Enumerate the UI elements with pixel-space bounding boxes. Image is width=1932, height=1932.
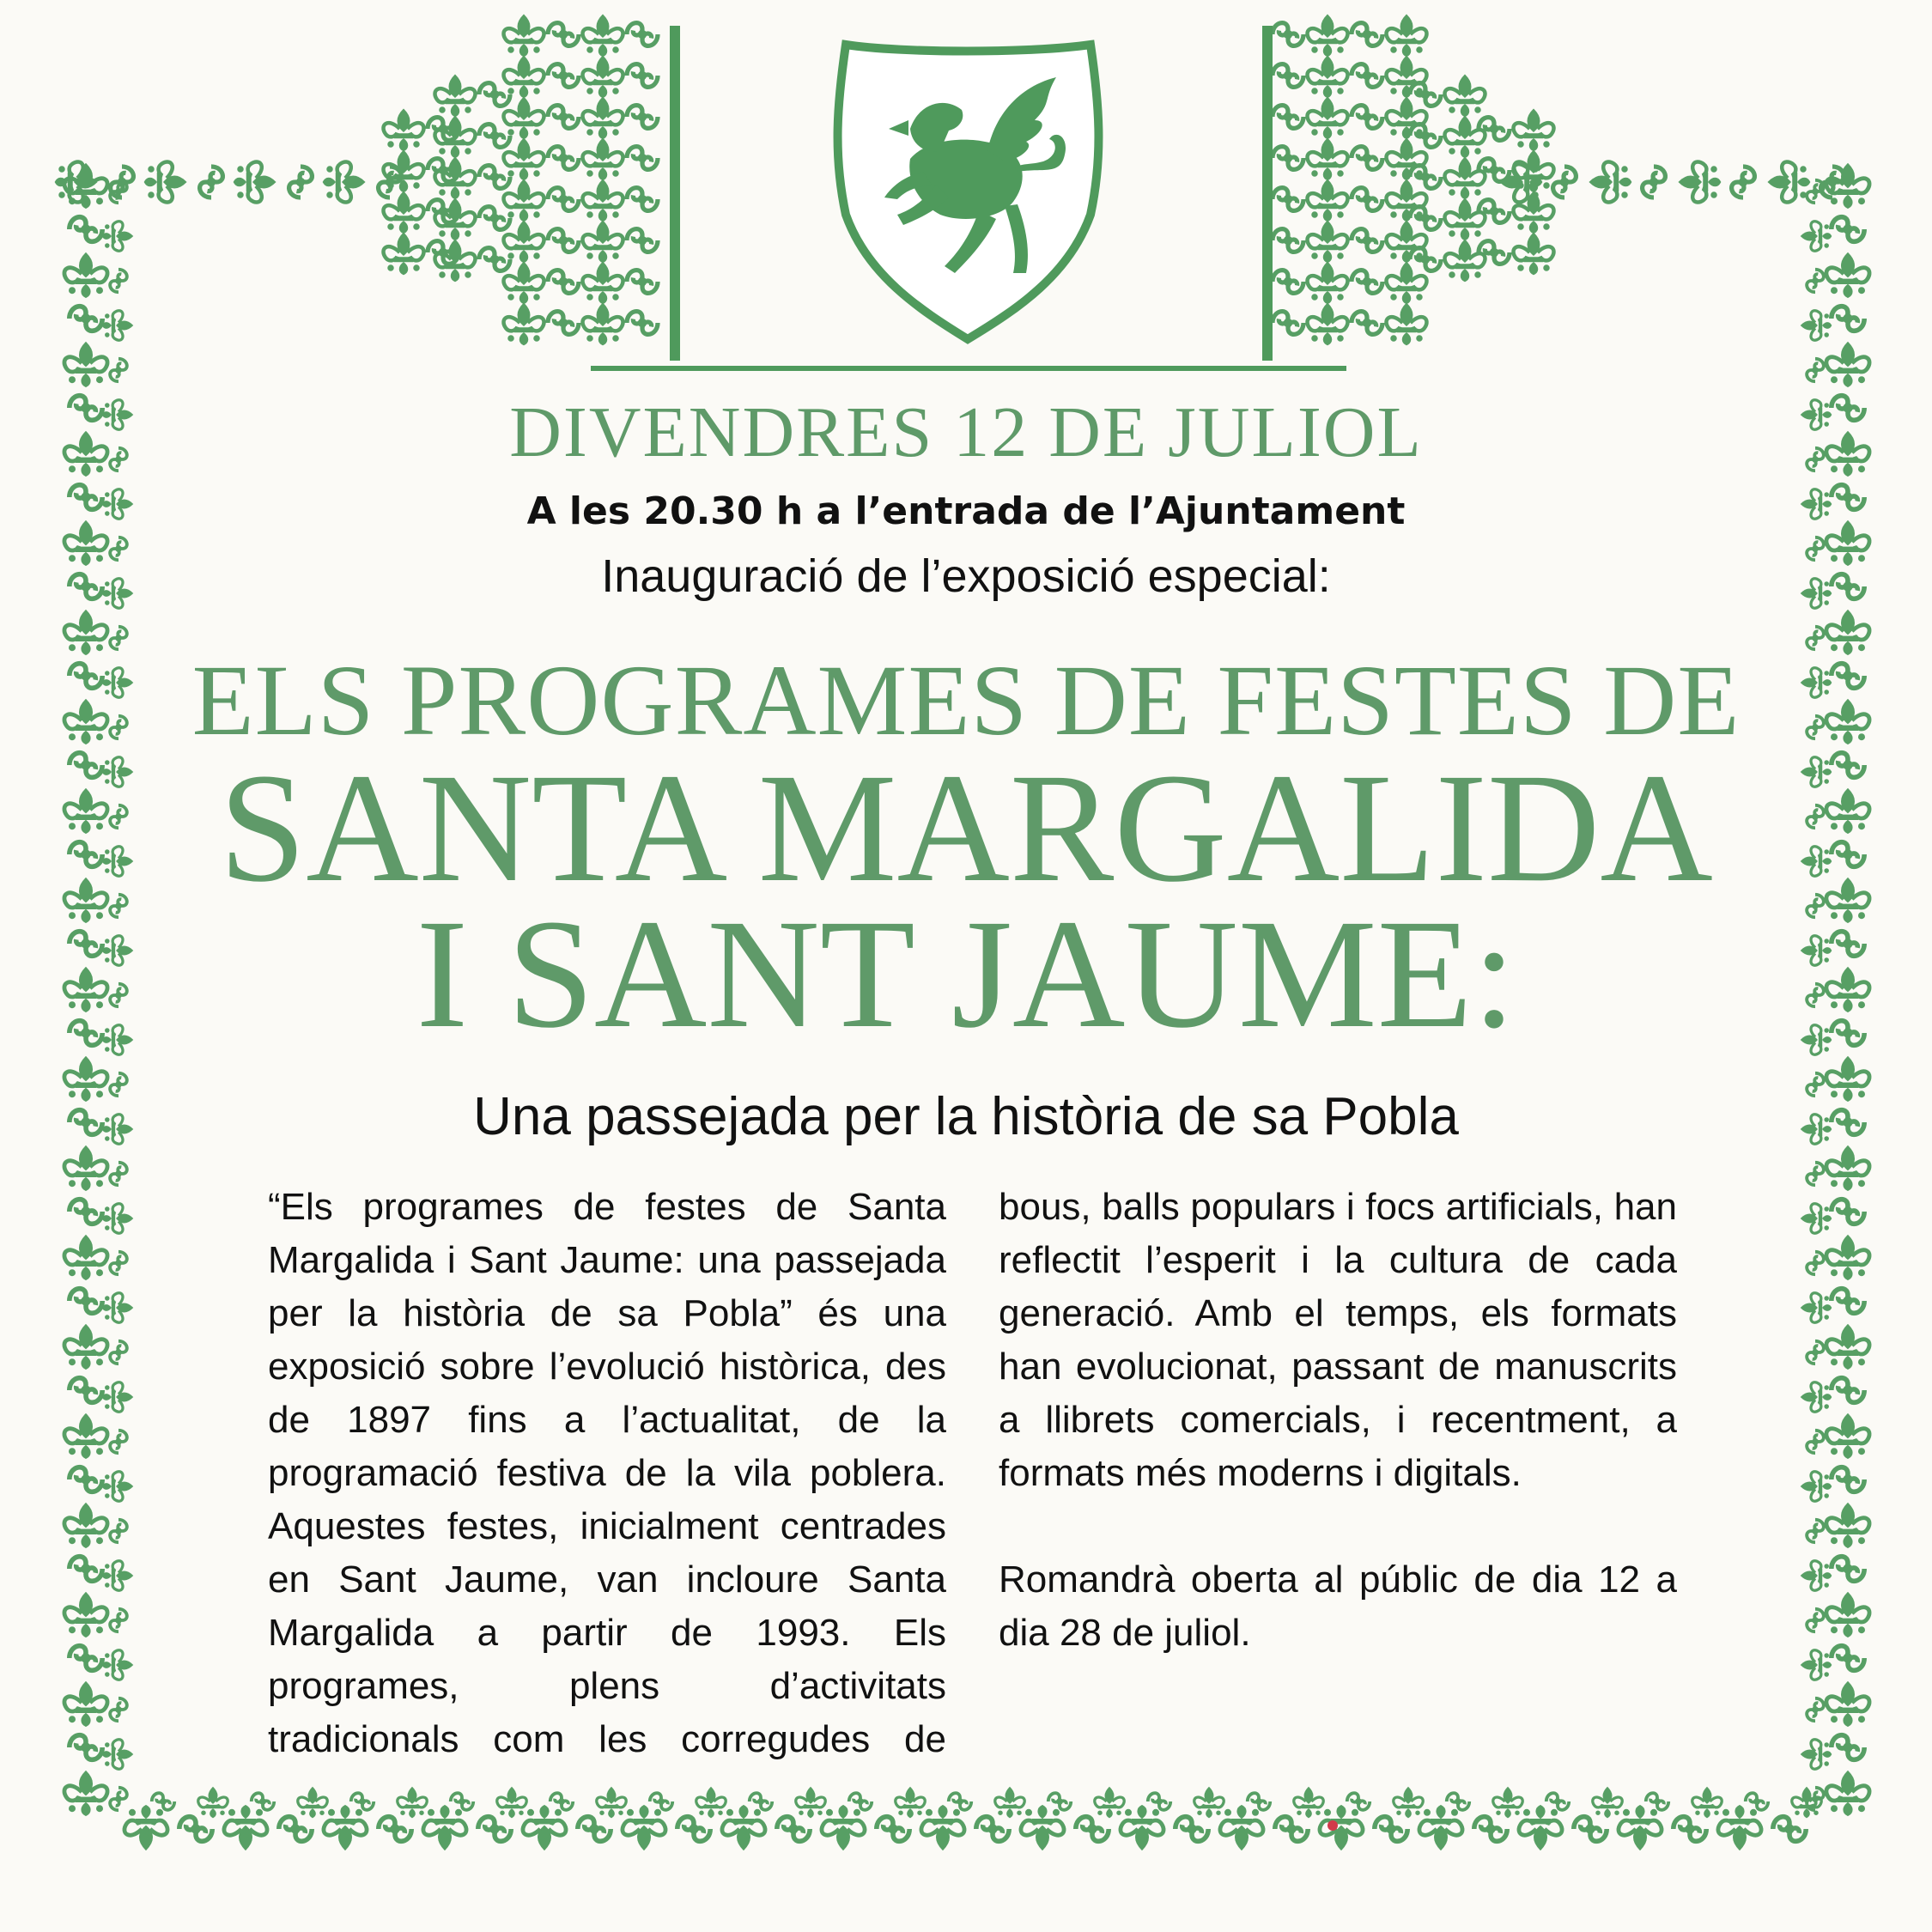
scroll-ornament-icon bbox=[1352, 106, 1382, 129]
scroll-ornament-icon bbox=[1574, 1817, 1607, 1842]
fleur-de-lis-icon bbox=[64, 1593, 107, 1637]
fleur-de-lis-icon bbox=[125, 1806, 167, 1850]
fleur-de-lis-icon bbox=[582, 15, 623, 57]
fleur-de-lis-icon bbox=[503, 139, 544, 180]
fleur-de-lis-icon bbox=[722, 1806, 765, 1850]
title-line-3: I SANT JAUME: bbox=[416, 888, 1516, 1060]
scroll-ornament-icon bbox=[110, 1252, 127, 1274]
scroll-ornament-icon bbox=[1553, 167, 1577, 197]
fleur-de-lis-icon bbox=[623, 1806, 665, 1850]
fleur-de-lis-icon bbox=[383, 151, 423, 192]
fleur-de-lis-icon bbox=[64, 253, 107, 297]
fleur-de-lis-icon bbox=[224, 1806, 267, 1850]
fleur-de-lis-icon bbox=[1021, 1806, 1064, 1850]
scroll-ornament-icon bbox=[1347, 1793, 1370, 1810]
fleur-de-lis-icon bbox=[1692, 1788, 1722, 1818]
fleur-de-lis-icon bbox=[434, 76, 475, 117]
scroll-ornament-icon bbox=[110, 359, 127, 381]
fleur-de-lis-icon bbox=[1307, 15, 1347, 57]
scroll-ornament-icon bbox=[627, 229, 658, 252]
fleur-de-lis-icon bbox=[1307, 263, 1347, 304]
fleur-de-lis-icon bbox=[102, 1293, 132, 1322]
fleur-de-lis-icon bbox=[582, 304, 623, 345]
scroll-ornament-icon bbox=[1807, 1698, 1824, 1721]
header-rule bbox=[591, 366, 1346, 371]
fleur-de-lis-icon bbox=[1095, 1788, 1124, 1818]
fleur-de-lis-icon bbox=[1826, 1414, 1869, 1458]
scroll-ornament-icon bbox=[1375, 1817, 1407, 1842]
event-time-place: A les 20.30 h a l’entrada de l’Ajuntament bbox=[526, 489, 1406, 533]
fleur-de-lis-icon bbox=[1826, 1771, 1869, 1815]
fleur-de-lis-icon bbox=[1307, 304, 1347, 345]
scroll-ornament-icon bbox=[152, 1793, 174, 1810]
fleur-de-lis-icon bbox=[198, 1788, 228, 1818]
opening-dates: Romandrà oberta al públic de dia 12 a dia 28 de juliol. bbox=[999, 1558, 1677, 1654]
fleur-de-lis-icon bbox=[822, 1806, 865, 1850]
fleur-de-lis-icon bbox=[1826, 1504, 1869, 1547]
fleur-de-lis-icon bbox=[1826, 343, 1869, 386]
fleur-de-lis-icon bbox=[1826, 1236, 1869, 1279]
scroll-ornament-icon bbox=[1410, 166, 1441, 189]
fleur-de-lis-icon bbox=[1801, 1204, 1832, 1233]
fleur-de-lis-icon bbox=[1386, 57, 1426, 98]
fleur-de-lis-icon bbox=[102, 311, 132, 340]
scroll-ornament-icon bbox=[279, 1817, 312, 1842]
scroll-ornament-icon bbox=[200, 167, 223, 197]
scroll-ornament-icon bbox=[1832, 1289, 1864, 1314]
scroll-ornament-icon bbox=[1273, 23, 1303, 46]
scroll-ornament-icon bbox=[1352, 23, 1382, 46]
scroll-ornament-icon bbox=[70, 1557, 102, 1582]
scroll-ornament-icon bbox=[1832, 217, 1864, 242]
fleur-de-lis-icon bbox=[324, 161, 365, 202]
fleur-de-lis-icon bbox=[1801, 1650, 1832, 1680]
divider-bar-right bbox=[1262, 26, 1273, 361]
scroll-ornament-icon bbox=[1273, 188, 1303, 211]
scroll-ornament-icon bbox=[70, 217, 102, 242]
fleur-de-lis-icon bbox=[1121, 1806, 1163, 1850]
scroll-ornament-icon bbox=[1832, 1200, 1864, 1224]
fleur-de-lis-icon bbox=[64, 1236, 107, 1279]
scroll-ornament-icon bbox=[1807, 1609, 1824, 1631]
scroll-ornament-icon bbox=[110, 1609, 127, 1631]
fleur-de-lis-icon bbox=[1220, 1806, 1263, 1850]
fleur-de-lis-icon bbox=[582, 57, 623, 98]
fleur-de-lis-icon bbox=[1619, 1806, 1662, 1850]
scroll-ornament-icon bbox=[877, 1817, 909, 1842]
scroll-ornament-icon bbox=[479, 207, 510, 230]
scroll-ornament-icon bbox=[478, 1817, 511, 1842]
scroll-ornament-icon bbox=[677, 1817, 710, 1842]
scroll-ornament-icon bbox=[479, 248, 510, 271]
scroll-ornament-icon bbox=[1807, 1163, 1824, 1185]
fleur-de-lis-icon bbox=[64, 1504, 107, 1547]
scroll-ornament-icon bbox=[70, 1200, 102, 1224]
scroll-ornament-icon bbox=[1807, 1520, 1824, 1542]
fleur-de-lis-icon bbox=[234, 161, 276, 202]
fleur-de-lis-icon bbox=[582, 263, 623, 304]
scroll-ornament-icon bbox=[750, 1793, 772, 1810]
fleur-de-lis-icon bbox=[497, 1788, 526, 1818]
scroll-ornament-icon bbox=[252, 1793, 274, 1810]
fleur-de-lis-icon bbox=[1493, 1788, 1522, 1818]
fleur-de-lis-icon bbox=[64, 1325, 107, 1369]
scroll-ornament-icon bbox=[550, 1793, 573, 1810]
scroll-ornament-icon bbox=[548, 188, 579, 211]
scroll-ornament-icon bbox=[1732, 167, 1755, 197]
scroll-ornament-icon bbox=[289, 167, 313, 197]
scroll-ornament-icon bbox=[70, 1735, 102, 1760]
scroll-ornament-icon bbox=[1273, 312, 1303, 335]
fleur-de-lis-icon bbox=[1680, 161, 1721, 202]
fleur-de-lis-icon bbox=[582, 180, 623, 222]
scroll-ornament-icon bbox=[110, 1698, 127, 1721]
scroll-ornament-icon bbox=[1832, 1378, 1864, 1403]
fleur-de-lis-icon bbox=[383, 234, 423, 275]
scroll-ornament-icon bbox=[70, 1289, 102, 1314]
scroll-ornament-icon bbox=[1832, 307, 1864, 331]
fleur-de-lis-icon bbox=[1590, 161, 1631, 202]
scroll-ornament-icon bbox=[70, 307, 102, 331]
scroll-ornament-icon bbox=[976, 1817, 1009, 1842]
fleur-de-lis-icon bbox=[102, 1740, 132, 1769]
fleur-de-lis-icon bbox=[324, 1806, 367, 1850]
fleur-de-lis-icon bbox=[696, 1788, 726, 1818]
scroll-ornament-icon bbox=[70, 1378, 102, 1403]
scroll-ornament-icon bbox=[110, 1788, 127, 1810]
scroll-ornament-icon bbox=[1674, 1817, 1706, 1842]
fleur-de-lis-icon bbox=[298, 1788, 327, 1818]
fleur-de-lis-icon bbox=[503, 15, 544, 57]
scroll-ornament-icon bbox=[548, 106, 579, 129]
scroll-ornament-icon bbox=[479, 83, 510, 106]
scroll-ornament-icon bbox=[70, 1467, 102, 1492]
fleur-de-lis-icon bbox=[1826, 1682, 1869, 1726]
fleur-de-lis-icon bbox=[1386, 139, 1426, 180]
scroll-ornament-icon bbox=[110, 1163, 127, 1185]
fleur-de-lis-icon bbox=[503, 222, 544, 263]
ink-spot bbox=[1327, 1820, 1338, 1831]
scroll-ornament-icon bbox=[1248, 1793, 1270, 1810]
scroll-ornament-icon bbox=[1352, 64, 1382, 88]
scroll-ornament-icon bbox=[1273, 229, 1303, 252]
fleur-de-lis-icon bbox=[1394, 1788, 1423, 1818]
fleur-de-lis-icon bbox=[102, 1650, 132, 1680]
fleur-de-lis-icon bbox=[1826, 253, 1869, 297]
fleur-de-lis-icon bbox=[1386, 304, 1426, 345]
scroll-ornament-icon bbox=[777, 1817, 810, 1842]
scroll-ornament-icon bbox=[351, 1793, 374, 1810]
scroll-ornament-icon bbox=[110, 270, 127, 292]
fleur-de-lis-icon bbox=[1386, 180, 1426, 222]
scroll-ornament-icon bbox=[1643, 167, 1666, 197]
scroll-ornament-icon bbox=[1076, 1817, 1109, 1842]
scroll-ornament-icon bbox=[650, 1793, 672, 1810]
scroll-ornament-icon bbox=[1807, 270, 1824, 292]
scroll-ornament-icon bbox=[110, 1520, 127, 1542]
scroll-ornament-icon bbox=[1807, 1252, 1824, 1274]
scroll-ornament-icon bbox=[1352, 229, 1382, 252]
fleur-de-lis-icon bbox=[383, 110, 423, 151]
scroll-ornament-icon bbox=[548, 229, 579, 252]
fleur-de-lis-icon bbox=[1194, 1788, 1224, 1818]
scroll-ornament-icon bbox=[1832, 1467, 1864, 1492]
scroll-ornament-icon bbox=[1048, 1793, 1071, 1810]
scroll-ornament-icon bbox=[1832, 1557, 1864, 1582]
event-intro: Inauguració de l’exposició especial: bbox=[601, 550, 1331, 602]
fleur-de-lis-icon bbox=[1801, 311, 1832, 340]
fleur-de-lis-icon bbox=[1307, 57, 1347, 98]
fleur-de-lis-icon bbox=[995, 1788, 1024, 1818]
scroll-ornament-icon bbox=[1410, 125, 1441, 148]
scroll-ornament-icon bbox=[949, 1793, 971, 1810]
scroll-ornament-icon bbox=[627, 23, 658, 46]
fleur-de-lis-icon bbox=[64, 1146, 107, 1190]
scroll-ornament-icon bbox=[1352, 270, 1382, 294]
fleur-de-lis-icon bbox=[102, 1204, 132, 1233]
fleur-de-lis-icon bbox=[896, 1788, 925, 1818]
scroll-ornament-icon bbox=[548, 23, 579, 46]
scroll-ornament-icon bbox=[1474, 1817, 1507, 1842]
scroll-ornament-icon bbox=[1273, 106, 1303, 129]
scroll-ornament-icon bbox=[451, 1793, 473, 1810]
fleur-de-lis-icon bbox=[503, 304, 544, 345]
scroll-ornament-icon bbox=[1410, 248, 1441, 271]
scroll-ornament-icon bbox=[1273, 64, 1303, 88]
scroll-ornament-icon bbox=[1352, 147, 1382, 170]
fleur-de-lis-icon bbox=[1307, 222, 1347, 263]
fleur-de-lis-icon bbox=[523, 1806, 566, 1850]
body-paragraph-left: “Els programes de festes de Santa Margalida i Sant Jaume: una passejada per la història de sa Pobla” és una exposició sobre l’evolució històrica, des de 1897 fins a l’actualitat, de la programació festiva de la vila poblera. Aquestes festes, inicialment centrades en Sant Jaume, van incloure Santa Margalida a partir de 1993. Els programes, plens d’activitats tradicionals com les corregudes de bbox=[268, 1186, 946, 1760]
fleur-de-lis-icon bbox=[1801, 222, 1832, 251]
fleur-de-lis-icon bbox=[1826, 1325, 1869, 1369]
fleur-de-lis-icon bbox=[1386, 98, 1426, 139]
fleur-de-lis-icon bbox=[582, 98, 623, 139]
fleur-de-lis-icon bbox=[1769, 161, 1810, 202]
fleur-de-lis-icon bbox=[796, 1788, 825, 1818]
fleur-de-lis-icon bbox=[102, 1382, 132, 1412]
scroll-ornament-icon bbox=[627, 147, 658, 170]
scroll-ornament-icon bbox=[1273, 147, 1303, 170]
fleur-de-lis-icon bbox=[423, 1806, 466, 1850]
fleur-de-lis-icon bbox=[145, 161, 186, 202]
body-column-left bbox=[268, 1181, 946, 1766]
scroll-ornament-icon bbox=[110, 1341, 127, 1364]
fleur-de-lis-icon bbox=[1307, 180, 1347, 222]
fleur-de-lis-icon bbox=[64, 343, 107, 386]
fleur-de-lis-icon bbox=[503, 57, 544, 98]
scroll-ornament-icon bbox=[1352, 312, 1382, 335]
scroll-ornament-icon bbox=[548, 312, 579, 335]
fleur-de-lis-icon bbox=[1513, 110, 1553, 151]
fleur-de-lis-icon bbox=[64, 1414, 107, 1458]
fleur-de-lis-icon bbox=[1307, 139, 1347, 180]
scroll-ornament-icon bbox=[110, 1431, 127, 1453]
scroll-ornament-icon bbox=[849, 1793, 872, 1810]
scroll-ornament-icon bbox=[627, 106, 658, 129]
fleur-de-lis-icon bbox=[102, 1472, 132, 1501]
fleur-de-lis-icon bbox=[64, 1771, 107, 1815]
fleur-de-lis-icon bbox=[1826, 1593, 1869, 1637]
fleur-de-lis-icon bbox=[102, 1561, 132, 1590]
scroll-ornament-icon bbox=[1410, 83, 1441, 106]
scroll-ornament-icon bbox=[1273, 270, 1303, 294]
fleur-de-lis-icon bbox=[1801, 1382, 1832, 1412]
title-line-2: SANTA MARGALIDA bbox=[219, 742, 1713, 914]
fleur-de-lis-icon bbox=[1307, 98, 1347, 139]
fleur-de-lis-icon bbox=[1294, 1788, 1323, 1818]
scroll-ornament-icon bbox=[1352, 188, 1382, 211]
fleur-de-lis-icon bbox=[1419, 1806, 1462, 1850]
scroll-ornament-icon bbox=[479, 125, 510, 148]
scroll-ornament-icon bbox=[548, 270, 579, 294]
fleur-de-lis-icon bbox=[64, 1682, 107, 1726]
scroll-ornament-icon bbox=[1148, 1793, 1170, 1810]
scroll-ornament-icon bbox=[379, 1817, 411, 1842]
fleur-de-lis-icon bbox=[503, 180, 544, 222]
title-line-1: ELS PROGRAMES DE FESTES DE bbox=[191, 644, 1741, 756]
scroll-ornament-icon bbox=[1832, 1735, 1864, 1760]
exhibition-subtitle: Una passejada per la història de sa Pobla bbox=[473, 1087, 1459, 1146]
scroll-ornament-icon bbox=[1176, 1817, 1208, 1842]
scroll-ornament-icon bbox=[1275, 1817, 1308, 1842]
scroll-ornament-icon bbox=[548, 64, 579, 88]
divider-bar-left bbox=[670, 26, 680, 361]
scroll-ornament-icon bbox=[1807, 359, 1824, 381]
fleur-de-lis-icon bbox=[1519, 1806, 1562, 1850]
fleur-de-lis-icon bbox=[1593, 1788, 1622, 1818]
scroll-ornament-icon bbox=[1447, 1793, 1469, 1810]
fleur-de-lis-icon bbox=[398, 1788, 427, 1818]
body-paragraph-right: bous, balls populars i focs artificials, han reflectit l’esperit i la cultura de cada generació. Amb el temps, els formats han evolucionat, passant de manuscrits a llibrets comercials, i recentment, a formats més moderns i digitals. bbox=[999, 1186, 1677, 1494]
fleur-de-lis-icon bbox=[1801, 1740, 1832, 1769]
fleur-de-lis-icon bbox=[1801, 1561, 1832, 1590]
scroll-ornament-icon bbox=[627, 64, 658, 88]
fleur-de-lis-icon bbox=[921, 1806, 964, 1850]
scroll-ornament-icon bbox=[1832, 1646, 1864, 1671]
fleur-de-lis-icon bbox=[582, 139, 623, 180]
fleur-de-lis-icon bbox=[102, 222, 132, 251]
scroll-ornament-icon bbox=[627, 312, 658, 335]
fleur-de-lis-icon bbox=[1513, 192, 1553, 234]
scroll-ornament-icon bbox=[479, 166, 510, 189]
fleur-de-lis-icon bbox=[1513, 234, 1553, 275]
scroll-ornament-icon bbox=[1807, 1341, 1824, 1364]
scroll-ornament-icon bbox=[1807, 1431, 1824, 1453]
fleur-de-lis-icon bbox=[1801, 1293, 1832, 1322]
scroll-ornament-icon bbox=[627, 188, 658, 211]
shield-emblem bbox=[838, 45, 1099, 339]
scroll-ornament-icon bbox=[548, 147, 579, 170]
scroll-ornament-icon bbox=[1746, 1793, 1768, 1810]
scroll-ornament-icon bbox=[627, 270, 658, 294]
fleur-de-lis-icon bbox=[1718, 1806, 1761, 1850]
fleur-de-lis-icon bbox=[1320, 1806, 1363, 1850]
fleur-de-lis-icon bbox=[1826, 1146, 1869, 1190]
scroll-ornament-icon bbox=[1773, 1817, 1806, 1842]
scroll-ornament-icon bbox=[179, 1817, 212, 1842]
fleur-de-lis-icon bbox=[1386, 222, 1426, 263]
fleur-de-lis-icon bbox=[1386, 263, 1426, 304]
scroll-ornament-icon bbox=[1546, 1793, 1569, 1810]
scroll-ornament-icon bbox=[1646, 1793, 1668, 1810]
fleur-de-lis-icon bbox=[1444, 76, 1485, 117]
fleur-de-lis-icon bbox=[582, 222, 623, 263]
fleur-de-lis-icon bbox=[503, 98, 544, 139]
body-column-right bbox=[999, 1181, 1677, 1660]
fleur-de-lis-icon bbox=[503, 263, 544, 304]
event-date: DIVENDRES 12 DE JULIOL bbox=[509, 392, 1423, 472]
scroll-ornament-icon bbox=[70, 1646, 102, 1671]
fleur-de-lis-icon bbox=[1513, 151, 1553, 192]
fleur-de-lis-icon bbox=[597, 1788, 626, 1818]
fleur-de-lis-icon bbox=[1386, 15, 1426, 57]
scroll-ornament-icon bbox=[578, 1817, 611, 1842]
fleur-de-lis-icon bbox=[1801, 1472, 1832, 1501]
scroll-ornament-icon bbox=[1410, 207, 1441, 230]
